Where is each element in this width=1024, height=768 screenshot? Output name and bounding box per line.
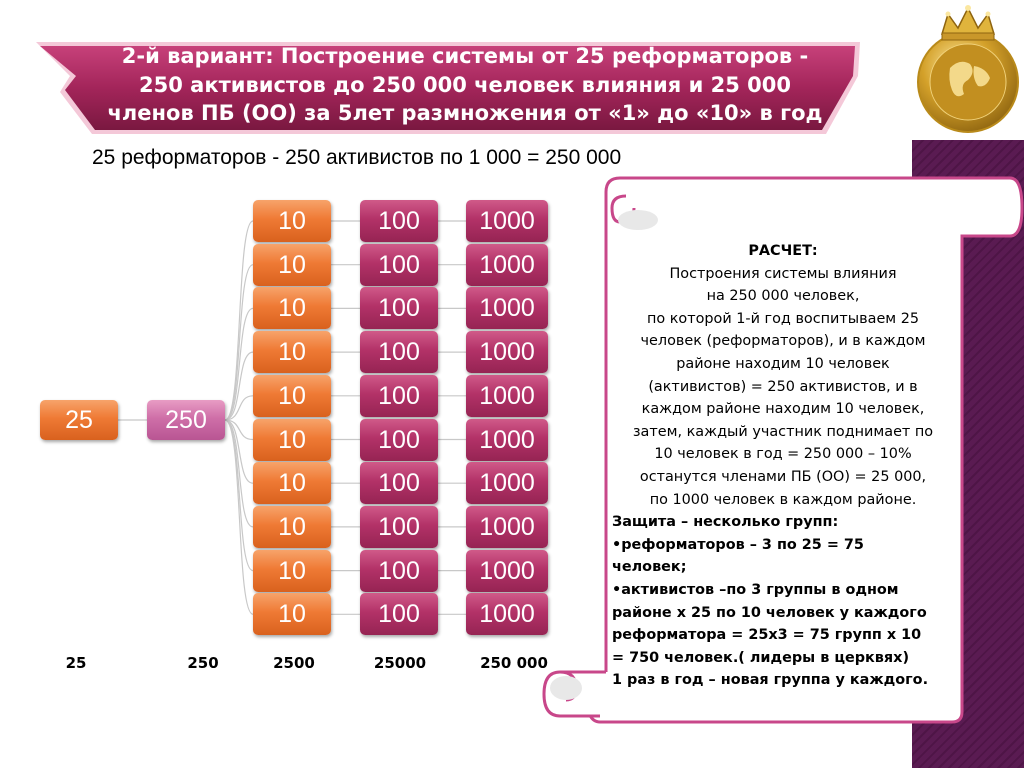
calc-line: на 250 000 человек, — [706, 288, 860, 305]
calc-bold-line: реформатора = 25х3 = 75 групп х 10 — [612, 627, 922, 644]
branch-node-level-5: 1000 — [466, 244, 548, 286]
calc-bold-line: 1 раз в год – новая группа у каждого. — [612, 672, 929, 689]
branch-node-level-4: 100 — [360, 419, 438, 461]
branch-node-level-4: 100 — [360, 287, 438, 329]
branch-node-level-3: 10 — [253, 462, 331, 504]
branch-node-level-3: 10 — [253, 244, 331, 286]
calc-line: затем, каждый участник поднимает по — [632, 423, 934, 440]
calc-line: районе находим 10 человек — [676, 355, 890, 372]
branch-node-level-4: 100 — [360, 244, 438, 286]
second-node: 250 — [147, 400, 225, 440]
branch-node-level-3: 10 — [253, 200, 331, 242]
root-node: 25 — [40, 400, 118, 440]
calc-line: Построения системы влияния — [669, 265, 897, 282]
branch-node-level-5: 1000 — [466, 462, 548, 504]
branch-node-level-5: 1000 — [466, 593, 548, 635]
calc-bold-line: •реформаторов – 3 по 25 = 75 — [612, 536, 864, 553]
branch-node-level-4: 100 — [360, 331, 438, 373]
branch-node-level-4: 100 — [360, 462, 438, 504]
calc-bold-line: районе х 25 по 10 человек у каждого — [612, 604, 927, 621]
level-total: 2500 — [273, 654, 315, 672]
branch-node-level-5: 1000 — [466, 375, 548, 417]
calc-bold-line: = 750 человек.( лидеры в церквях) — [612, 649, 910, 666]
title-line: 250 активистов до 250 000 человек влияния и 25 000 — [139, 72, 791, 97]
calc-line: (активистов) = 250 активистов, и в — [648, 378, 918, 395]
branch-node-level-4: 100 — [360, 506, 438, 548]
level-total: 250 — [187, 654, 219, 672]
level-total: 25 — [65, 654, 87, 672]
level-total: 25000 — [373, 654, 427, 672]
globe-seal-icon — [902, 0, 1024, 140]
branch-node-level-4: 100 — [360, 593, 438, 635]
branch-node-level-5: 1000 — [466, 287, 548, 329]
branch-node-level-3: 10 — [253, 419, 331, 461]
calc-line: по 1000 человек в каждом районе. — [649, 491, 917, 508]
branch-node-level-3: 10 — [253, 506, 331, 548]
branch-node-level-3: 10 — [253, 593, 331, 635]
branch-node-level-4: 100 — [360, 375, 438, 417]
calc-line: человек (реформаторов), и в каждом — [640, 333, 926, 350]
branch-node-level-4: 100 — [360, 200, 438, 242]
branch-node-level-4: 100 — [360, 550, 438, 592]
calc-line: по которой 1-й год воспитываем 25 — [646, 310, 920, 327]
branch-node-level-3: 10 — [253, 287, 331, 329]
branch-node-level-5: 1000 — [466, 200, 548, 242]
calc-line: останутся членами ПБ (ОО) = 25 000, — [639, 468, 927, 485]
branch-node-level-5: 1000 — [466, 419, 548, 461]
branch-node-level-5: 1000 — [466, 550, 548, 592]
title-line: 2-й вариант: Построение системы от 25 реформаторов - — [121, 44, 809, 68]
title-line: членов ПБ (ОО) за 5лет размножения от «1» до «10» в год — [107, 101, 823, 125]
level-total: 250 000 — [480, 654, 548, 672]
crown-icon — [942, 5, 994, 40]
calc-heading: РАСЧЕТ: — [748, 243, 818, 259]
calc-bold-line: Защита – несколько групп: — [612, 514, 839, 531]
calc-line: 10 человек в год = 250 000 – 10% — [654, 446, 912, 463]
branch-node-level-3: 10 — [253, 375, 331, 417]
branch-node-level-5: 1000 — [466, 331, 548, 373]
branch-node-level-5: 1000 — [466, 506, 548, 548]
calculation-text — [612, 240, 954, 692]
calc-line: каждом районе находим 10 человек, — [641, 401, 925, 418]
subtitle: 25 реформаторов - 250 активистов по 1 000 = 250 000 — [92, 146, 622, 169]
branch-node-level-3: 10 — [253, 331, 331, 373]
calc-bold-line: человек; — [612, 559, 687, 576]
calc-bold-line: •активистов –по 3 группы в одном — [612, 581, 899, 598]
branch-node-level-3: 10 — [253, 550, 331, 592]
